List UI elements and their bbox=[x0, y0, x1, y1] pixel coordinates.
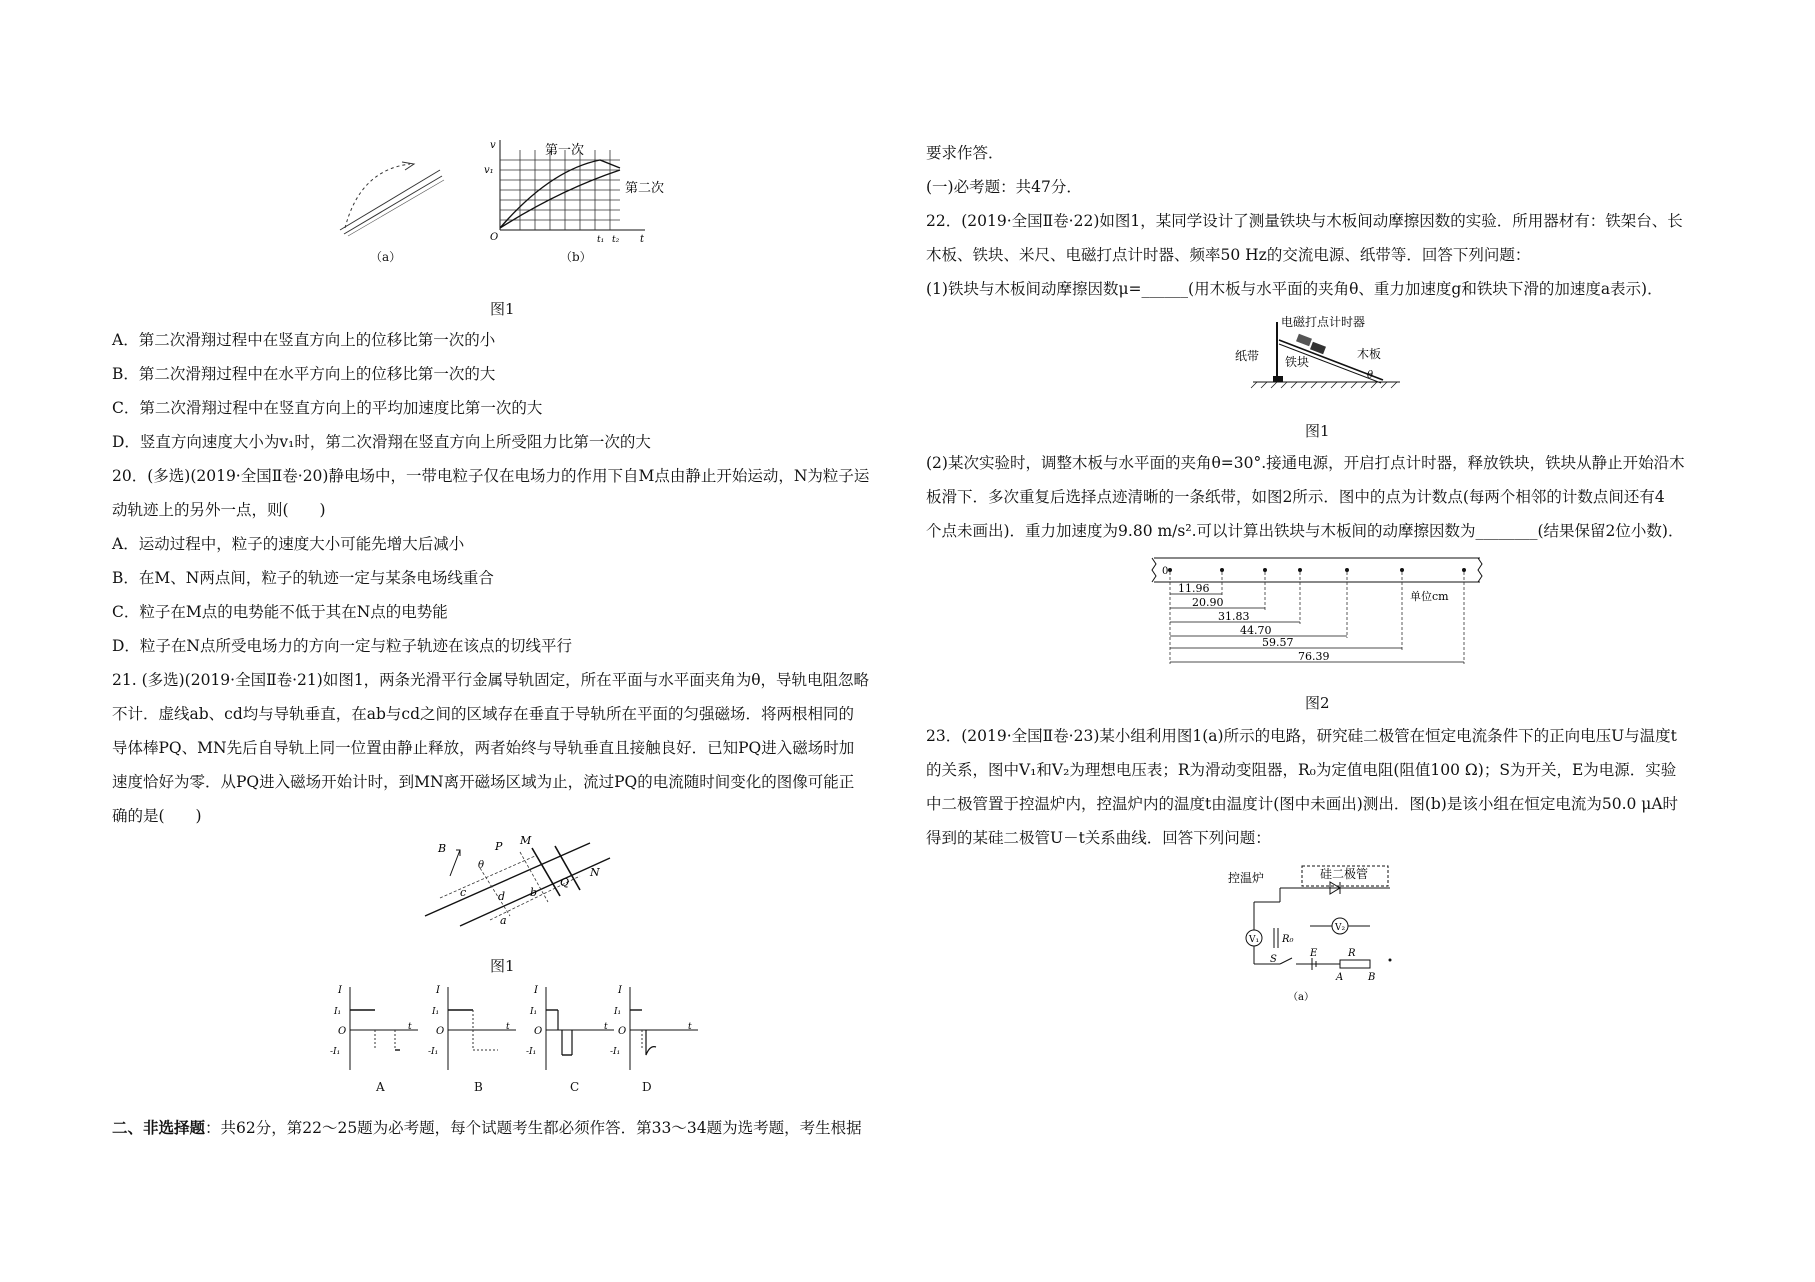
section-2-heading bbox=[112, 1118, 862, 1138]
apparatus-label-timer: 电磁打点计时器 bbox=[1281, 315, 1366, 329]
rail-label-d: d bbox=[498, 890, 506, 903]
figure-1b-vt-graph bbox=[484, 140, 665, 245]
circuit-label-v2: V₂ bbox=[1335, 923, 1346, 933]
rail-label-c: c bbox=[460, 886, 467, 899]
q22-figure-1-caption: 图1 bbox=[1305, 422, 1330, 440]
graph-a-I1: I₁ bbox=[334, 1007, 342, 1017]
rail-label-theta: θ bbox=[478, 860, 485, 871]
graph-b-axis-I: I bbox=[436, 985, 440, 996]
q19-option-d: D．竖直方向速度大小为v₁时，第二次滑翔在竖直方向上所受阻力比第一次的大 bbox=[112, 433, 651, 451]
figure-rails-magnetic-field bbox=[420, 834, 610, 928]
apparatus-label-board: 木板 bbox=[1357, 347, 1382, 361]
tape-distance-1: 11.96 bbox=[1178, 582, 1210, 595]
q19-option-a: A．第二次滑翔过程中在竖直方向上的位移比第一次的小 bbox=[112, 331, 496, 349]
q19-option-b: B．第二次滑翔过程中在水平方向上的位移比第一次的大 bbox=[112, 365, 496, 383]
q22-part2-line1: (2)某次实验时，调整木板与水平面的夹角θ=30°.接通电源，开启打点计时器，释放铁块，铁块从静止开始沿木 bbox=[926, 454, 1685, 472]
graph-c-negI1: -I₁ bbox=[526, 1047, 537, 1057]
tape-distance-5: 59.57 bbox=[1262, 636, 1294, 649]
tape-label-unit: 单位cm bbox=[1410, 590, 1449, 603]
circuit-label-b: B bbox=[1368, 972, 1376, 983]
apparatus-label-theta: θ bbox=[1367, 370, 1374, 381]
graph-c-I1: I₁ bbox=[530, 1007, 538, 1017]
tape-distance-2: 20.90 bbox=[1192, 596, 1224, 609]
graph-d-axis-I: I bbox=[618, 985, 622, 996]
circuit-label-sub: （a） bbox=[1288, 992, 1314, 1003]
q20-option-b: B．在M、N两点间，粒子的轨迹一定与某条电场线重合 bbox=[112, 569, 494, 587]
q21-stem-line5: 确的是( ) bbox=[112, 807, 202, 825]
q22-stem-line1: 22．(2019·全国Ⅱ卷·22)如图1，某同学设计了测量铁块与木板间动摩擦因数的实验．所用器材有：铁架台、长 bbox=[926, 212, 1683, 230]
vt-axis-t: t bbox=[640, 234, 645, 245]
figure-1a-label: （a） bbox=[370, 250, 402, 264]
q22-figure-2-caption: 图2 bbox=[1305, 694, 1330, 712]
q20-option-d: D．粒子在N点所受电场力的方向一定与粒子轨迹在该点的切线平行 bbox=[112, 637, 572, 655]
q20-option-c: C．粒子在M点的电势能不低于其在N点的电势能 bbox=[112, 603, 448, 621]
rail-label-N: N bbox=[590, 866, 600, 879]
circuit-label-diode: 硅二极管 bbox=[1320, 867, 1369, 881]
graph-c-t: t bbox=[604, 1022, 608, 1032]
graph-a-axis-I: I bbox=[338, 985, 342, 996]
vt-label-v1: v₁ bbox=[484, 165, 494, 176]
rail-label-b: b bbox=[530, 886, 538, 899]
q20-stem-line2: 动轨迹上的另外一点，则( ) bbox=[112, 501, 326, 519]
q21-stem-line3: 导体棒PQ、MN先后自导轨上同一位置由静止释放，两者始终与导轨垂直且接触良好．已知PQ进入磁场时加 bbox=[112, 739, 855, 757]
apparatus-label-tape: 纸带 bbox=[1235, 349, 1260, 363]
rail-label-P: P bbox=[495, 840, 503, 853]
circuit-label-s: S bbox=[1270, 954, 1277, 965]
section-2-bold: 二、非选择题 bbox=[112, 1118, 206, 1137]
graph-c-axis-I: I bbox=[534, 985, 538, 996]
graph-d-negI1: -I₁ bbox=[610, 1047, 621, 1057]
vt-label-t1: t₁ bbox=[597, 235, 605, 245]
q22-part2-line3: 个点未画出)．重力加速度为9.80 m/s².可以计算出铁块与木板间的动摩擦因数为________(结果保留2位小数)． bbox=[926, 522, 1684, 540]
q23-stem-line3: 中二极管置于控温炉内，控温炉内的温度t由温度计(图中未画出)测出．图(b)是该小组在恒定电流为50.0 μA时 bbox=[926, 795, 1679, 813]
graph-label-c: C bbox=[570, 1080, 580, 1094]
graph-a-negI1: -I₁ bbox=[330, 1047, 341, 1057]
figure-1b-label: （b） bbox=[560, 250, 592, 264]
graph-label-d: D bbox=[642, 1080, 652, 1094]
tape-distance-3: 31.83 bbox=[1218, 610, 1250, 623]
right-line-1: 要求作答． bbox=[926, 144, 1004, 162]
circuit-label-e: E bbox=[1310, 948, 1318, 959]
right-line-2: (一)必考题：共47分． bbox=[926, 178, 1082, 196]
vt-label-t2: t₂ bbox=[612, 235, 620, 245]
graph-a-t: t bbox=[408, 1022, 412, 1032]
figure-1a-slope bbox=[330, 150, 450, 250]
tape-distance-6: 76.39 bbox=[1298, 650, 1330, 663]
vt-axis-v: v bbox=[490, 140, 496, 151]
graph-c-O: O bbox=[534, 1026, 543, 1037]
circuit-label-r0: R₀ bbox=[1282, 934, 1294, 945]
current-graph-a bbox=[330, 985, 420, 1075]
circuit-label-v1: V₁ bbox=[1249, 935, 1260, 945]
figure-incline-apparatus bbox=[1235, 312, 1405, 392]
current-graph-b bbox=[428, 985, 518, 1075]
graph-a-O: O bbox=[338, 1026, 347, 1037]
section-2-rest: ：共62分，第22～25题为必考题，每个试题考生都必须作答．第33～34题为选考题，考生根据 bbox=[205, 1119, 862, 1137]
q20-stem-line1: 20．(多选)(2019·全国Ⅱ卷·20)静电场中，一带电粒子仅在电场力的作用下自M点由静止开始运动，N为粒子运 bbox=[112, 467, 870, 485]
q21-stem-line4: 速度恰好为零．从PQ进入磁场开始计时，到MN离开磁场区域为止，流过PQ的电流随时间变化的图像可能正 bbox=[112, 773, 855, 791]
vt-origin: O bbox=[490, 232, 499, 243]
graph-b-I1: I₁ bbox=[432, 1007, 440, 1017]
graph-label-a: A bbox=[376, 1080, 385, 1094]
vt-series-first: 第一次 bbox=[545, 143, 585, 158]
q23-stem-line1: 23．(2019·全国Ⅱ卷·23)某小组利用图1(a)所示的电路，研究硅二极管在恒定电流条件下的正向电压U与温度t bbox=[926, 727, 1677, 745]
graph-b-t: t bbox=[506, 1022, 510, 1032]
rail-label-M: M bbox=[520, 834, 532, 847]
tape-label-zero: 0 bbox=[1162, 566, 1169, 577]
rail-label-Q: Q bbox=[560, 876, 570, 889]
graph-b-negI1: -I₁ bbox=[428, 1047, 439, 1057]
figure-paper-tape bbox=[1148, 556, 1488, 666]
current-graph-d bbox=[610, 985, 700, 1075]
q21-stem-line1: 21. (多选)(2019·全国Ⅱ卷·21)如图1，两条光滑平行金属导轨固定，所在平面与水平面夹角为θ，导轨电阻忽略 bbox=[112, 671, 870, 689]
q21-stem-line2: 不计．虚线ab、cd均与导轨垂直，在ab与cd之间的区域存在垂直于导轨所在平面的匀强磁场．将两根相同的 bbox=[112, 705, 855, 723]
apparatus-label-block: 铁块 bbox=[1285, 355, 1310, 369]
graph-d-O: O bbox=[618, 1026, 627, 1037]
q23-stem-line4: 得到的某硅二极管U－t关系曲线．回答下列问题： bbox=[926, 829, 1271, 847]
circuit-label-furnace: 控温炉 bbox=[1228, 871, 1265, 885]
circuit-label-r: R bbox=[1348, 948, 1356, 959]
graph-label-b: B bbox=[474, 1080, 483, 1094]
q20-option-a: A．运动过程中，粒子的速度大小可能先增大后减小 bbox=[112, 535, 465, 553]
current-graph-c bbox=[526, 985, 616, 1075]
figure-1-caption: 图1 bbox=[490, 300, 515, 318]
q23-stem-line2: 的关系，图中V₁和V₂为理想电压表；R为滑动变阻器，R₀为定值电阻(阻值100 Ω)；S为开关，E为电源．实验 bbox=[926, 761, 1677, 779]
tape-distance-4: 44.70 bbox=[1240, 624, 1272, 637]
vt-series-second: 第二次 bbox=[625, 181, 665, 196]
circuit-label-a: A bbox=[1336, 972, 1344, 983]
graph-b-O: O bbox=[436, 1026, 445, 1037]
graph-d-I1: I₁ bbox=[614, 1007, 622, 1017]
rail-label-a: a bbox=[500, 914, 507, 927]
q22-part2-line2: 板滑下．多次重复后选择点迹清晰的一条纸带，如图2所示．图中的点为计数点(每两个相邻的计数点间还有4 bbox=[926, 488, 1665, 506]
figure-circuit-a bbox=[1228, 862, 1410, 1012]
q22-part1: (1)铁块与木板间动摩擦因数μ=______(用木板与水平面的夹角θ、重力加速度g和铁块下滑的加速度a表示)． bbox=[926, 280, 1663, 298]
q19-option-c: C．第二次滑翔过程中在竖直方向上的平均加速度比第一次的大 bbox=[112, 399, 543, 417]
graph-d-t: t bbox=[688, 1022, 692, 1032]
rail-label-B: B bbox=[438, 842, 447, 855]
q22-stem-line2: 木板、铁块、米尺、电磁打点计时器、频率50 Hz的交流电源、纸带等．回答下列问题： bbox=[926, 246, 1531, 264]
figure-rails-caption: 图1 bbox=[490, 957, 515, 975]
